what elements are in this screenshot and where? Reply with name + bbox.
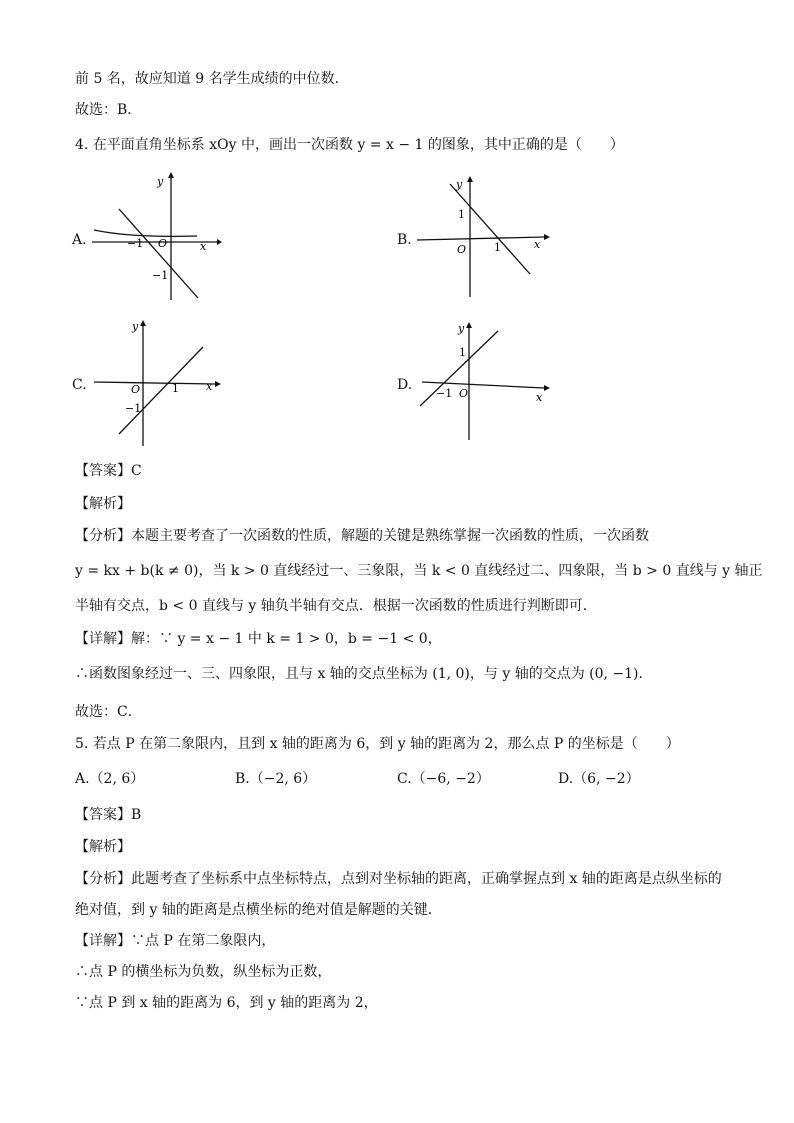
axis-x-label: x [206,380,213,393]
analysis-4: y = kx + b(k ≠ 0)，当 k > 0 直线经过一、三象限，当 k < 0 直线经过二、四象限，当 b > 0 直线与 y 轴正 [75,563,763,579]
option-c-label: C. [72,377,87,393]
detail-5: ∵点 P 到 x 轴的距离为 6，到 y 轴的距离为 2， [75,995,378,1011]
intercept-label: 1 [458,208,465,221]
detail-5: ∴点 P 的横坐标为负数，纵坐标为正数， [75,964,332,980]
detail-5: 【详解】∵点 P 在第二象限内， [75,933,276,949]
question-4: 4. 在平面直角坐标系 xOy 中，画出一次函数 y = x − 1 的图象，其中正确的是（ ） [75,137,624,153]
intercept-label: 1 [459,346,466,359]
detail-4: 【详解】解：∵ y = x − 1 中 k = 1 > 0，b = −1 < 0， [75,631,442,647]
analysis-5: 绝对值，到 y 轴的距离是点横坐标的绝对值是解题的关键． [75,902,442,918]
answer-5: 【答案】B [75,807,142,823]
analysis-4: 半轴有交点，b < 0 直线与 y 轴负半轴有交点．根据一次函数的性质进行判断即可． [75,598,597,614]
intercept-label: −1 [152,269,169,282]
graph-option-b [412,172,552,302]
axis-x-label: x [536,391,543,404]
origin-label: O [158,237,168,250]
origin-label: O [457,243,467,256]
axis-y-label: y [456,178,463,191]
intercept-label: 1 [494,241,501,254]
axis-x-label: x [200,240,207,253]
axis-y-label: y [458,322,465,335]
analysis-heading-4: 【解析】 [75,496,131,512]
option-b-label: B. [397,232,412,248]
option-b: B.（−2, 6） [235,771,317,787]
axis-y-label: y [157,175,164,188]
option-a-label: A. [72,232,87,248]
origin-label: O [131,383,141,396]
axis-y-label: y [132,320,139,333]
option-d: D.（6, −2） [558,771,640,787]
axis-x-label: x [534,238,541,251]
graph-option-d [412,318,552,444]
intercept-label: −1 [125,402,142,415]
detail-4: ∴函数图象经过一、三、四象限，且与 x 轴的交点坐标为 (1, 0)，与 y 轴的交点为 (0, −1)． [75,666,653,682]
graph-option-a [92,172,222,302]
graph-option-c [92,316,222,448]
detail-4: 故选：C． [75,704,142,720]
analysis-heading-5: 【解析】 [75,839,131,855]
question-5: 5. 若点 P 在第二象限内，且到 x 轴的距离为 6，到 y 轴的距离为 2，那么点 P 的坐标是（ ） [75,736,680,752]
intercept-label: −1 [436,387,453,400]
intercept-label: 1 [172,382,179,395]
option-c: C.（−6, −2） [397,771,490,787]
origin-label: O [459,387,469,400]
text-line: 故选：B． [75,102,142,118]
analysis-5: 【分析】此题考查了坐标系中点坐标特点，点到对坐标轴的距离，正确掌握点到 x 轴的距离是点纵坐标的 [75,871,722,887]
analysis-4: 【分析】本题主要考查了一次函数的性质，解题的关键是熟练掌握一次函数的性质，一次函数 [75,528,649,544]
text-line: 前 5 名，故应知道 9 名学生成绩的中位数． [75,71,349,87]
option-a: A.（2, 6） [75,771,145,787]
option-d-label: D. [397,377,413,393]
intercept-label: −1 [127,237,144,250]
answer-4: 【答案】C [75,463,142,479]
